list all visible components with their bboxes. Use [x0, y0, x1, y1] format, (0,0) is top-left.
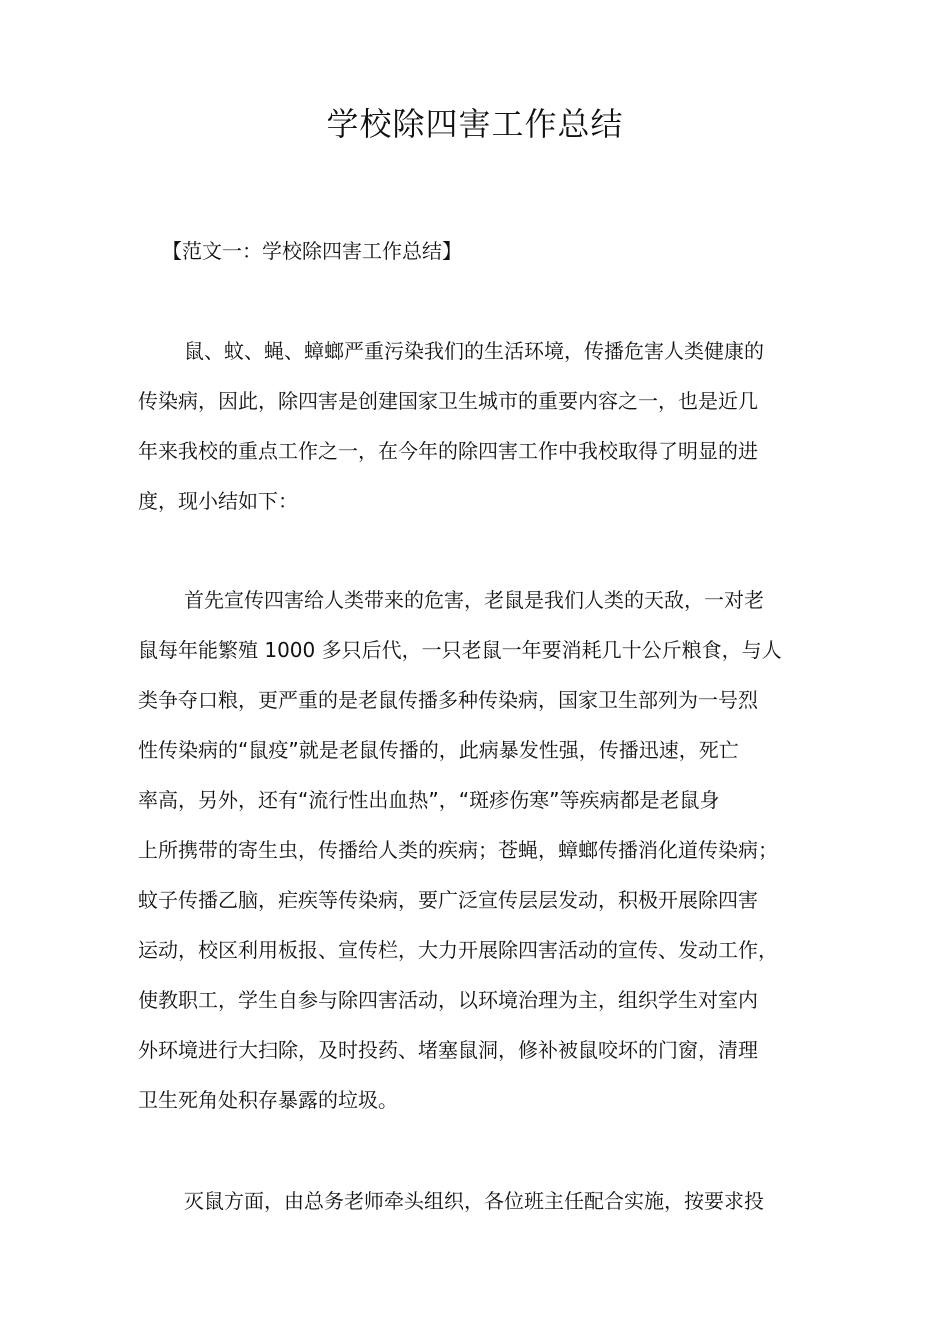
paragraph-line: 传染病，因此，除四害是创建国家卫生城市的重要内容之一，也是近几 — [138, 389, 758, 413]
paragraph-line: 蚊子传播乙脑，疟疾等传染病，要广泛宣传层层发动，积极开展除四害 — [138, 888, 758, 912]
paragraph-3 — [138, 1176, 810, 1226]
paragraph-line: 率高，另外，还有“流行性出血热”，“斑疹伤寒”等疾病都是老鼠身 — [138, 788, 720, 812]
paragraph-line: 使教职工，学生自参与除四害活动，以环境治理为主，组织学生对室内 — [138, 988, 758, 1012]
paragraph-line: 卫生死角处积存暴露的垃圾。 — [138, 1088, 398, 1112]
paragraph-line: 鼠每年能繁殖 1000 多只后代，一只老鼠一年要消耗几十公斤粮食，与人 — [138, 638, 782, 662]
paragraph-line: 运动，校区利用板报、宣传栏，大力开展除四害活动的宣传、发动工作， — [138, 938, 778, 962]
paragraph-line: 年来我校的重点工作之一，在今年的除四害工作中我校取得了明显的进 — [138, 439, 758, 463]
paragraph-2 — [138, 575, 810, 1125]
paragraph-1 — [138, 326, 810, 526]
paragraph-line: 鼠、蚊、蝇、蟑螂严重污染我们的生活环境，传播危害人类健康的 — [184, 339, 764, 363]
paragraph-line: 灭鼠方面，由总务老师牵头组织，各位班主任配合实施，按要求投 — [184, 1189, 764, 1213]
paragraph-line: 外环境进行大扫除，及时投药、堵塞鼠洞，修补被鼠咬坏的门窗，清理 — [138, 1038, 758, 1062]
paragraph-line: 首先宣传四害给人类带来的危害，老鼠是我们人类的天敌，一对老 — [184, 588, 764, 612]
document-subheading: 【范文一：学校除四害工作总结】 — [162, 239, 462, 263]
paragraph-line: 度，现小结如下： — [138, 489, 298, 513]
paragraph-line: 类争夺口粮，更严重的是老鼠传播多种传染病，国家卫生部列为一号烈 — [138, 688, 758, 712]
paragraph-line: 性传染病的“鼠疫”就是老鼠传播的，此病暴发性强，传播迅速，死亡 — [138, 738, 739, 762]
paragraph-line: 上所携带的寄生虫，传播给人类的疾病；苍蝇，蟑螂传播消化道传染病； — [138, 838, 778, 862]
document-title: 学校除四害工作总结 — [326, 105, 624, 143]
